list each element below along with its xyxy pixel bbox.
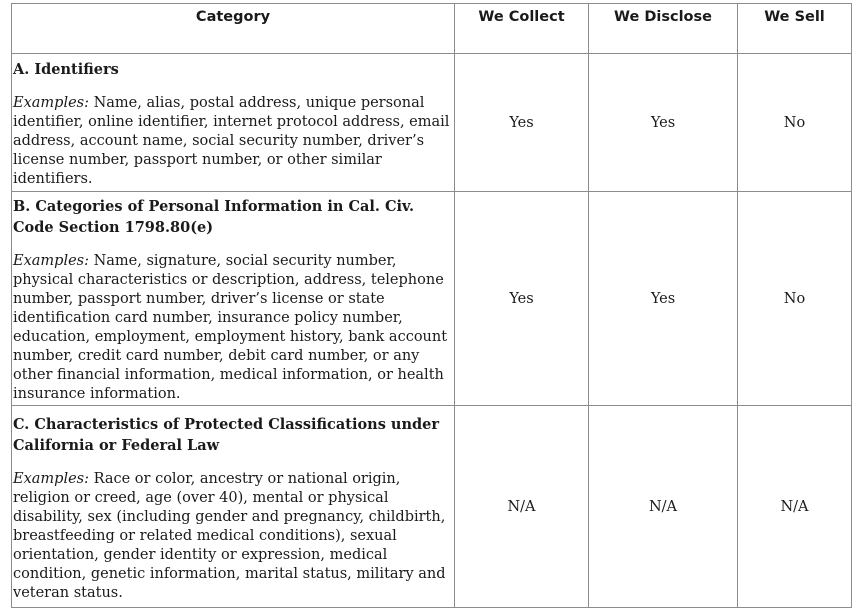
table-row: [12, 192, 852, 406]
table-row: [12, 54, 852, 192]
we-collect-value: N/A: [455, 406, 589, 608]
header-we-collect: We Collect: [455, 4, 589, 54]
we-sell-value: No: [738, 192, 852, 406]
category-cell: [12, 54, 455, 192]
header-category: Category: [12, 4, 455, 54]
examples-text: Name, signature, social security number, physical characteristics or description, address, telephone number, passport number, driver’s license or state identification card number, insurance policy number, education, employment, employment history, bank account number, credit card number, debit card number, or any other financial information, medical information, or health insurance information.: [13, 253, 448, 402]
we-disclose-value: N/A: [589, 406, 738, 608]
we-collect-value: Yes: [455, 54, 589, 192]
examples-label: Examples:: [13, 95, 89, 111]
category-cell: [12, 192, 455, 406]
category-title: B. Categories of Personal Information in Cal. Civ. Code Section 1798.80(e): [13, 198, 415, 236]
we-sell-value: N/A: [738, 406, 852, 608]
table-header-row: [12, 4, 852, 54]
category-title: A. Identifiers: [13, 61, 119, 78]
examples-label: Examples:: [13, 253, 89, 269]
examples-text: Name, alias, postal address, unique personal identifier, online identifier, internet protocol address, email address, account name, social security number, driver’s license number, passport number, or other similar identifiers.: [13, 95, 450, 187]
we-collect-value: Yes: [455, 192, 589, 406]
category-examples: [13, 94, 450, 189]
category-cell: [12, 406, 455, 608]
we-disclose-value: Yes: [589, 192, 738, 406]
header-we-disclose: We Disclose: [589, 4, 738, 54]
table-row: [12, 406, 852, 608]
category-examples: [13, 470, 450, 603]
examples-label: Examples:: [13, 470, 89, 487]
header-we-sell: We Sell: [738, 4, 852, 54]
category-title: C. Characteristics of Protected Classifications under California or Federal Law: [13, 415, 440, 454]
category-examples: [13, 252, 450, 404]
personal-information-table: [11, 3, 852, 608]
we-disclose-value: Yes: [589, 54, 738, 192]
examples-text: Race or color, ancestry or national origin, religion or creed, age (over 40), mental or physical disability, sex (including gender and pregnancy, childbirth, breastfeeding or related medical conditions), sexual orientation, gender identity or expression, medical condition, genetic information, marital status, military and veteran status.: [13, 470, 446, 601]
we-sell-value: No: [738, 54, 852, 192]
